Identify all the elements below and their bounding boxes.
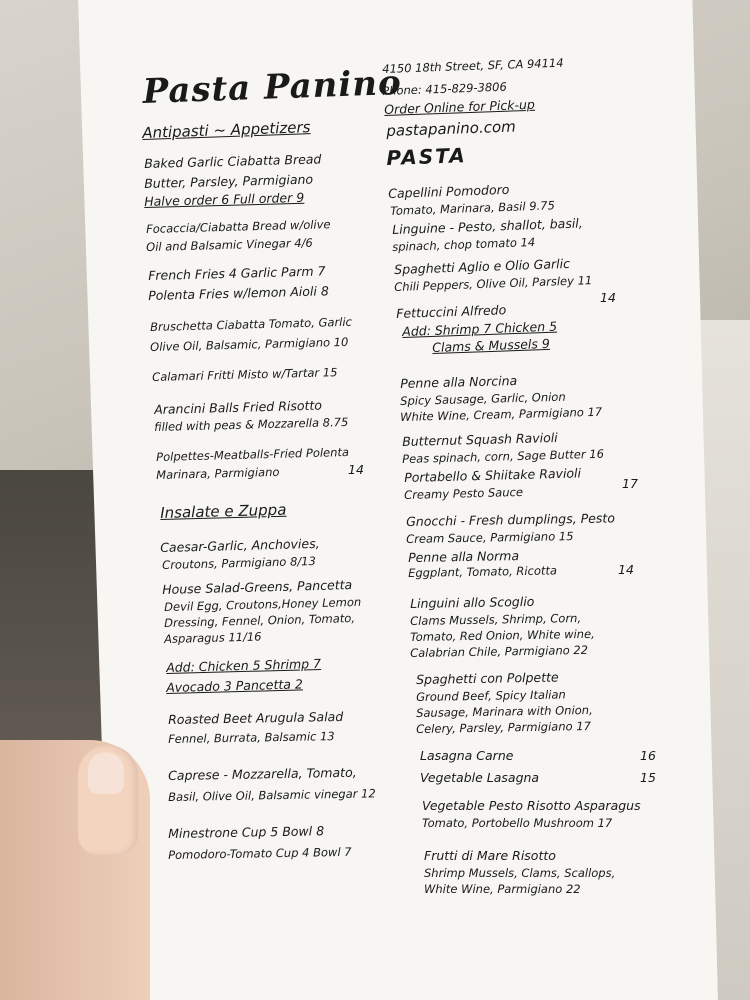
list-item-detail: Butter, Parsley, Parmigiano: [144, 171, 314, 191]
list-item-detail: White Wine, Parmigiano 22: [424, 882, 581, 896]
list-item-detail: Spicy Sausage, Garlic, Onion: [400, 389, 566, 408]
list-item-detail: Dressing, Fennel, Onion, Tomato,: [164, 611, 356, 630]
list-item-detail: Pomodoro-Tomato Cup 4 Bowl 7: [168, 844, 352, 862]
list-item-price: 15: [640, 770, 656, 785]
list-item: Caprese - Mozzarella, Tomato,: [168, 764, 357, 783]
list-item: Polpettes-Meatballs-Fried Polenta: [156, 444, 350, 464]
thumbnail: [88, 752, 124, 794]
list-item-detail: Peas spinach, corn, Sage Butter 16: [402, 446, 605, 466]
list-item: Portabello & Shiitake Ravioli: [404, 465, 582, 485]
list-item: Lasagna Carne: [420, 748, 514, 763]
order-online-link[interactable]: Order Online for Pick-up: [384, 96, 536, 117]
list-item-detail: Cream Sauce, Parmigiano 15: [406, 529, 574, 546]
list-item-detail: Tomato, Marinara, Basil 9.75: [390, 198, 556, 218]
list-item: Gnocchi - Fresh dumplings, Pesto: [406, 510, 616, 529]
list-item: Vegetable Pesto Risotto Asparagus: [422, 798, 641, 813]
list-item-price: 14: [348, 462, 364, 477]
list-item: Linguine - Pesto, shallot, basil,: [392, 215, 583, 237]
list-item: Fettuccini Alfredo: [396, 302, 507, 321]
list-item: Capellini Pomodoro: [388, 181, 510, 201]
list-item-detail: Olive Oil, Balsamic, Parmigiano 10: [150, 334, 349, 354]
list-item-detail: Polenta Fries w/lemon Aioli 8: [148, 283, 329, 303]
list-item: Spaghetti Aglio e Olio Garlic: [394, 255, 571, 277]
add-ons: Avocado 3 Pancetta 2: [166, 676, 304, 695]
list-item: Bruschetta Ciabatta Tomato, Garlic: [150, 314, 353, 334]
list-item-detail: Croutons, Parmigiano 8/13: [162, 553, 317, 572]
list-item: House Salad-Greens, Pancetta: [162, 577, 353, 597]
list-item-detail: Clams Mussels, Shrimp, Corn,: [410, 611, 582, 628]
list-item: Calamari Fritti Misto w/Tartar 15: [152, 365, 338, 384]
list-item-detail: Oil and Balsamic Vinegar 4/6: [146, 235, 313, 254]
website-link[interactable]: pastapanino.com: [386, 117, 517, 140]
list-item-price: 14: [600, 290, 616, 305]
list-item-detail: Devil Egg, Croutons,Honey Lemon: [164, 594, 362, 614]
list-item-detail: filled with peas & Mozzarella 8.75: [154, 414, 349, 434]
list-item-detail: White Wine, Cream, Parmigiano 17: [400, 404, 603, 424]
list-item: Caesar-Garlic, Anchovies,: [160, 535, 320, 555]
list-item: Roasted Beet Arugula Salad: [168, 708, 344, 727]
restaurant-name: Pasta Panino: [142, 62, 403, 112]
list-item-detail: Asparagus 11/16: [164, 629, 262, 646]
list-item: Penne alla Norcina: [400, 372, 518, 391]
restaurant-address: 4150 18th Street, SF, CA 94114: [382, 55, 564, 76]
list-item: Spaghetti con Polpette: [416, 669, 559, 687]
list-item: Vegetable Lasagna: [420, 770, 540, 785]
list-item: Linguini allo Scoglio: [410, 593, 535, 611]
list-item-detail: spinach, chop tomato 14: [392, 235, 536, 254]
list-item-detail: Calabrian Chile, Parmigiano 22: [410, 642, 589, 660]
antipasti-heading: Antipasti ~ Appetizers: [142, 118, 311, 142]
list-item-price: 17: [622, 476, 638, 491]
add-ons: Add: Chicken 5 Shrimp 7: [166, 655, 322, 675]
list-item-detail: Shrimp Mussels, Clams, Scallops,: [424, 866, 616, 880]
list-item: Baked Garlic Ciabatta Bread: [144, 151, 322, 171]
list-item: Frutti di Mare Risotto: [424, 848, 556, 863]
list-item-detail: Tomato, Red Onion, White wine,: [410, 626, 595, 644]
restaurant-phone: Phone: 415-829-3806: [382, 79, 508, 98]
list-item-detail: Fennel, Burrata, Balsamic 13: [168, 729, 335, 746]
list-item-detail: Celery, Parsley, Parmigiano 17: [416, 718, 592, 736]
insalate-heading: Insalate e Zuppa: [160, 500, 287, 522]
add-ons: Clams & Mussels 9: [432, 335, 551, 355]
list-item-price: 16: [640, 748, 656, 763]
list-item-detail: Creamy Pesto Sauce: [404, 484, 524, 502]
list-item: French Fries 4 Garlic Parm 7: [148, 263, 326, 283]
list-item-price: Halve order 6 Full order 9: [144, 189, 305, 209]
list-item: Focaccia/Ciabatta Bread w/olive: [146, 217, 331, 236]
list-item: Minestrone Cup 5 Bowl 8: [168, 823, 325, 841]
list-item-detail: Eggplant, Tomato, Ricotta: [408, 563, 558, 580]
list-item: Arancini Balls Fried Risotto: [154, 397, 323, 417]
list-item: Butternut Squash Ravioli: [402, 429, 558, 449]
pasta-heading: PASTA: [386, 143, 468, 170]
list-item-detail: Marinara, Parmigiano: [156, 464, 280, 482]
list-item-price: 14: [618, 562, 634, 577]
list-item-detail: Ground Beef, Spicy Italian: [416, 687, 566, 704]
list-item: Penne alla Norma: [408, 548, 520, 565]
add-ons: Add: Shrimp 7 Chicken 5: [402, 318, 558, 339]
list-item-detail: Tomato, Portobello Mushroom 17: [422, 816, 613, 830]
list-item-detail: Basil, Olive Oil, Balsamic vinegar 12: [168, 786, 376, 804]
list-item-detail: Sausage, Marinara with Onion,: [416, 702, 593, 720]
list-item-detail: Chili Peppers, Olive Oil, Parsley 11: [394, 273, 593, 294]
